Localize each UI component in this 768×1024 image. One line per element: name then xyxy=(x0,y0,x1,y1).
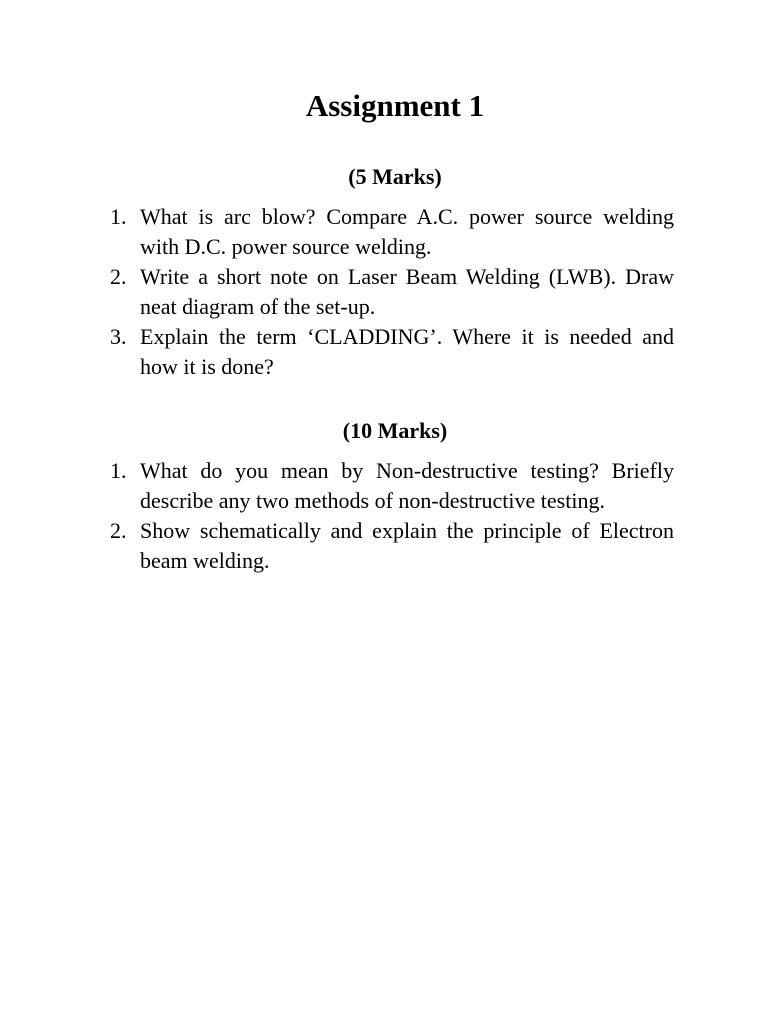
question-item xyxy=(110,516,674,576)
question-text: What do you mean by Non-destructive testing? Briefly describe any two methods of non-destructive testing. xyxy=(140,458,674,513)
question-number: 1. xyxy=(110,204,127,229)
section-heading-10-marks: (10 Marks) xyxy=(342,418,448,443)
question-item xyxy=(110,322,674,382)
question-number: 1. xyxy=(110,458,127,483)
page-title: Assignment 1 xyxy=(305,88,485,123)
question-list-5-marks xyxy=(110,202,674,382)
question-text: Write a short note on Laser Beam Welding (LWB). Draw neat diagram of the set-up. xyxy=(140,264,674,319)
question-text: What is arc blow? Compare A.C. power source welding with D.C. power source welding. xyxy=(140,204,674,259)
section-heading-5-marks: (5 Marks) xyxy=(348,164,442,189)
question-text: Explain the term ‘CLADDING’. Where it is needed and how it is done? xyxy=(140,324,674,379)
question-list-10-marks xyxy=(110,456,674,576)
question-item xyxy=(110,456,674,516)
question-number: 2. xyxy=(110,264,127,289)
question-item xyxy=(110,262,674,322)
question-number: 3. xyxy=(110,324,127,349)
question-text: Show schematically and explain the principle of Electron beam welding. xyxy=(140,518,674,573)
question-number: 2. xyxy=(110,518,127,543)
question-item xyxy=(110,202,674,262)
